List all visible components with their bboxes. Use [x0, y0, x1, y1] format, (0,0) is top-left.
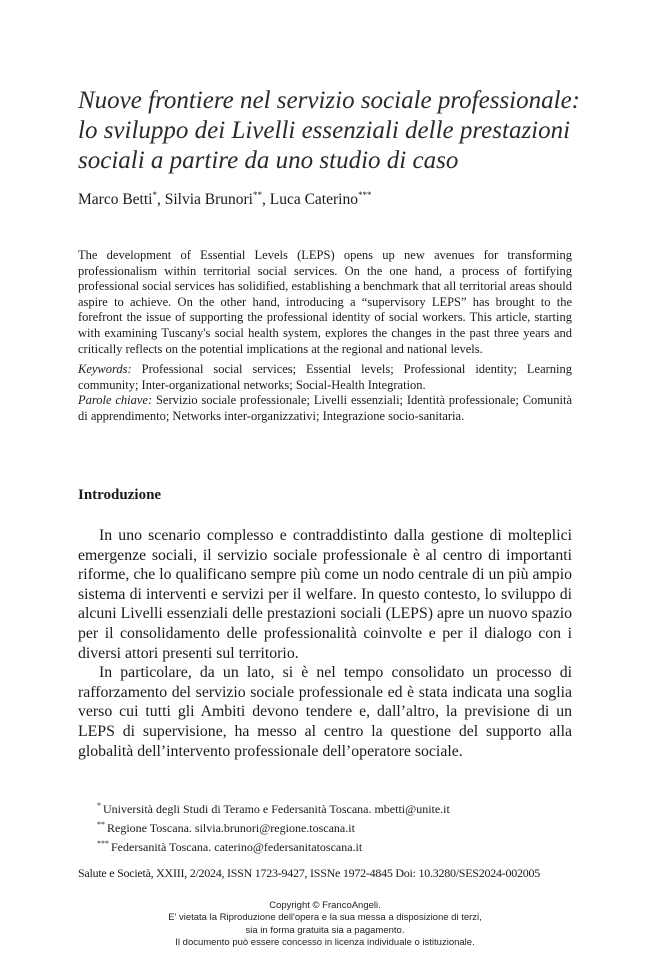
- article-title: [78, 86, 598, 176]
- title-line: sociali a partire da uno studio di caso: [78, 147, 459, 174]
- author-mark: **: [252, 190, 262, 200]
- footnote-text: Federsanità Toscana. caterino@federsanitatoscana.it: [111, 840, 363, 854]
- keywords-en: [78, 362, 572, 393]
- body-paragraph: In particolare, da un lato, si è nel tempo consolidato un processo di rafforzamento del servizio sociale professionale ed è stata indicata una soglia verso cui tutti gli Ambiti devono tendere e, dall’altro, la previsione di un LEPS di supervisione, ha messo al centro la questione del supporto alla globalità dell’intervento professionale dell’operatore sociale.: [78, 664, 572, 760]
- copyright-line: sia in forma gratuita sia a pagamento.: [245, 924, 405, 936]
- author-name: Luca Caterino: [269, 191, 358, 208]
- title-line: lo sviluppo dei Livelli essenziali delle prestazioni: [78, 117, 571, 144]
- footnotes: [97, 798, 450, 855]
- copyright-notice: [0, 900, 650, 949]
- copyright-line: E' vietata la Riproduzione dell'opera e la sua messa a disposizione di terzi,: [168, 912, 482, 924]
- author-name: Marco Betti: [78, 191, 153, 208]
- parole-chiave-text: Servizio sociale professionale; Livelli essenziali; Identità professionale; Comunità di apprendimento; Networks inter-organizzativi; Integrazione socio-sanitaria.: [78, 393, 573, 423]
- footnote: [97, 798, 450, 817]
- footnote-text: Regione Toscana. silvia.brunori@regione.toscana.it: [107, 821, 355, 835]
- footnote-text: Università degli Studi di Teramo e Federsanità Toscana. mbetti@unite.it: [103, 802, 450, 816]
- keywords-block: [78, 362, 572, 424]
- footnote-mark: *: [97, 801, 101, 810]
- footnote-mark: **: [97, 820, 105, 829]
- author-list: Marco Betti*, Silvia Brunori**, Luca Caterino***: [78, 190, 372, 208]
- title-line: Nuove frontiere nel servizio sociale professionale:: [78, 87, 580, 114]
- footnote: [97, 817, 450, 836]
- section-heading: Introduzione: [78, 487, 162, 503]
- copyright-line: Il documento può essere concesso in licenza individuale o istituzionale.: [175, 936, 475, 948]
- body-paragraph: In uno scenario complesso e contraddistinto dalla gestione di molteplici emergenze sociali, il servizio sociale professionale è al centro di importanti riforme, che lo qualificano sempre più come un nodo centrale di un più ampio sistema di interventi e servizi per il welfare. In questo contesto, lo sviluppo di alcuni Livelli essenziali delle prestazioni sociali (LEPS) apre un nuovo spazio per il consolidamento delle professionalità coinvolte e per il dialogo con i diversi attori presenti sul territorio.: [78, 527, 572, 662]
- parole-chiave-label: Parole chiave:: [78, 393, 153, 408]
- footnote-mark: ***: [97, 839, 109, 848]
- author-mark: *: [152, 190, 157, 200]
- copyright-line: Copyright © FrancoAngeli.: [269, 900, 381, 911]
- journal-citation: Salute e Società, XXIII, 2/2024, ISSN 1723-9427, ISSNe 1972-4845 Doi: 10.3280/SES2024-002005: [78, 866, 540, 880]
- keywords-it: [78, 393, 572, 424]
- body-text: [78, 526, 572, 761]
- keywords-text: Professional social services; Essential levels; Professional identity; Learning community; Inter-organizational networks; Social-Health Integration.: [78, 362, 573, 392]
- abstract: The development of Essential Levels (LEPS) opens up new avenues for transforming professionalism within territorial social services. On the one hand, a process of fortifying professional social services has solidified, establishing a benchmark that all territorial areas should aspire to achieve. On the other hand, introducing a “supervisory LEPS” has brought to the forefront the issue of supporting the professional identity of social workers. This article, starting with examining Tuscany's social health system, explores the changes in the past three years and critically reflects on the potential implications at the regional and national levels.: [78, 248, 572, 356]
- footnote: [97, 836, 450, 855]
- author-name: Silvia Brunori: [164, 191, 253, 208]
- author-mark: ***: [357, 190, 372, 200]
- keywords-label: Keywords:: [78, 362, 132, 376]
